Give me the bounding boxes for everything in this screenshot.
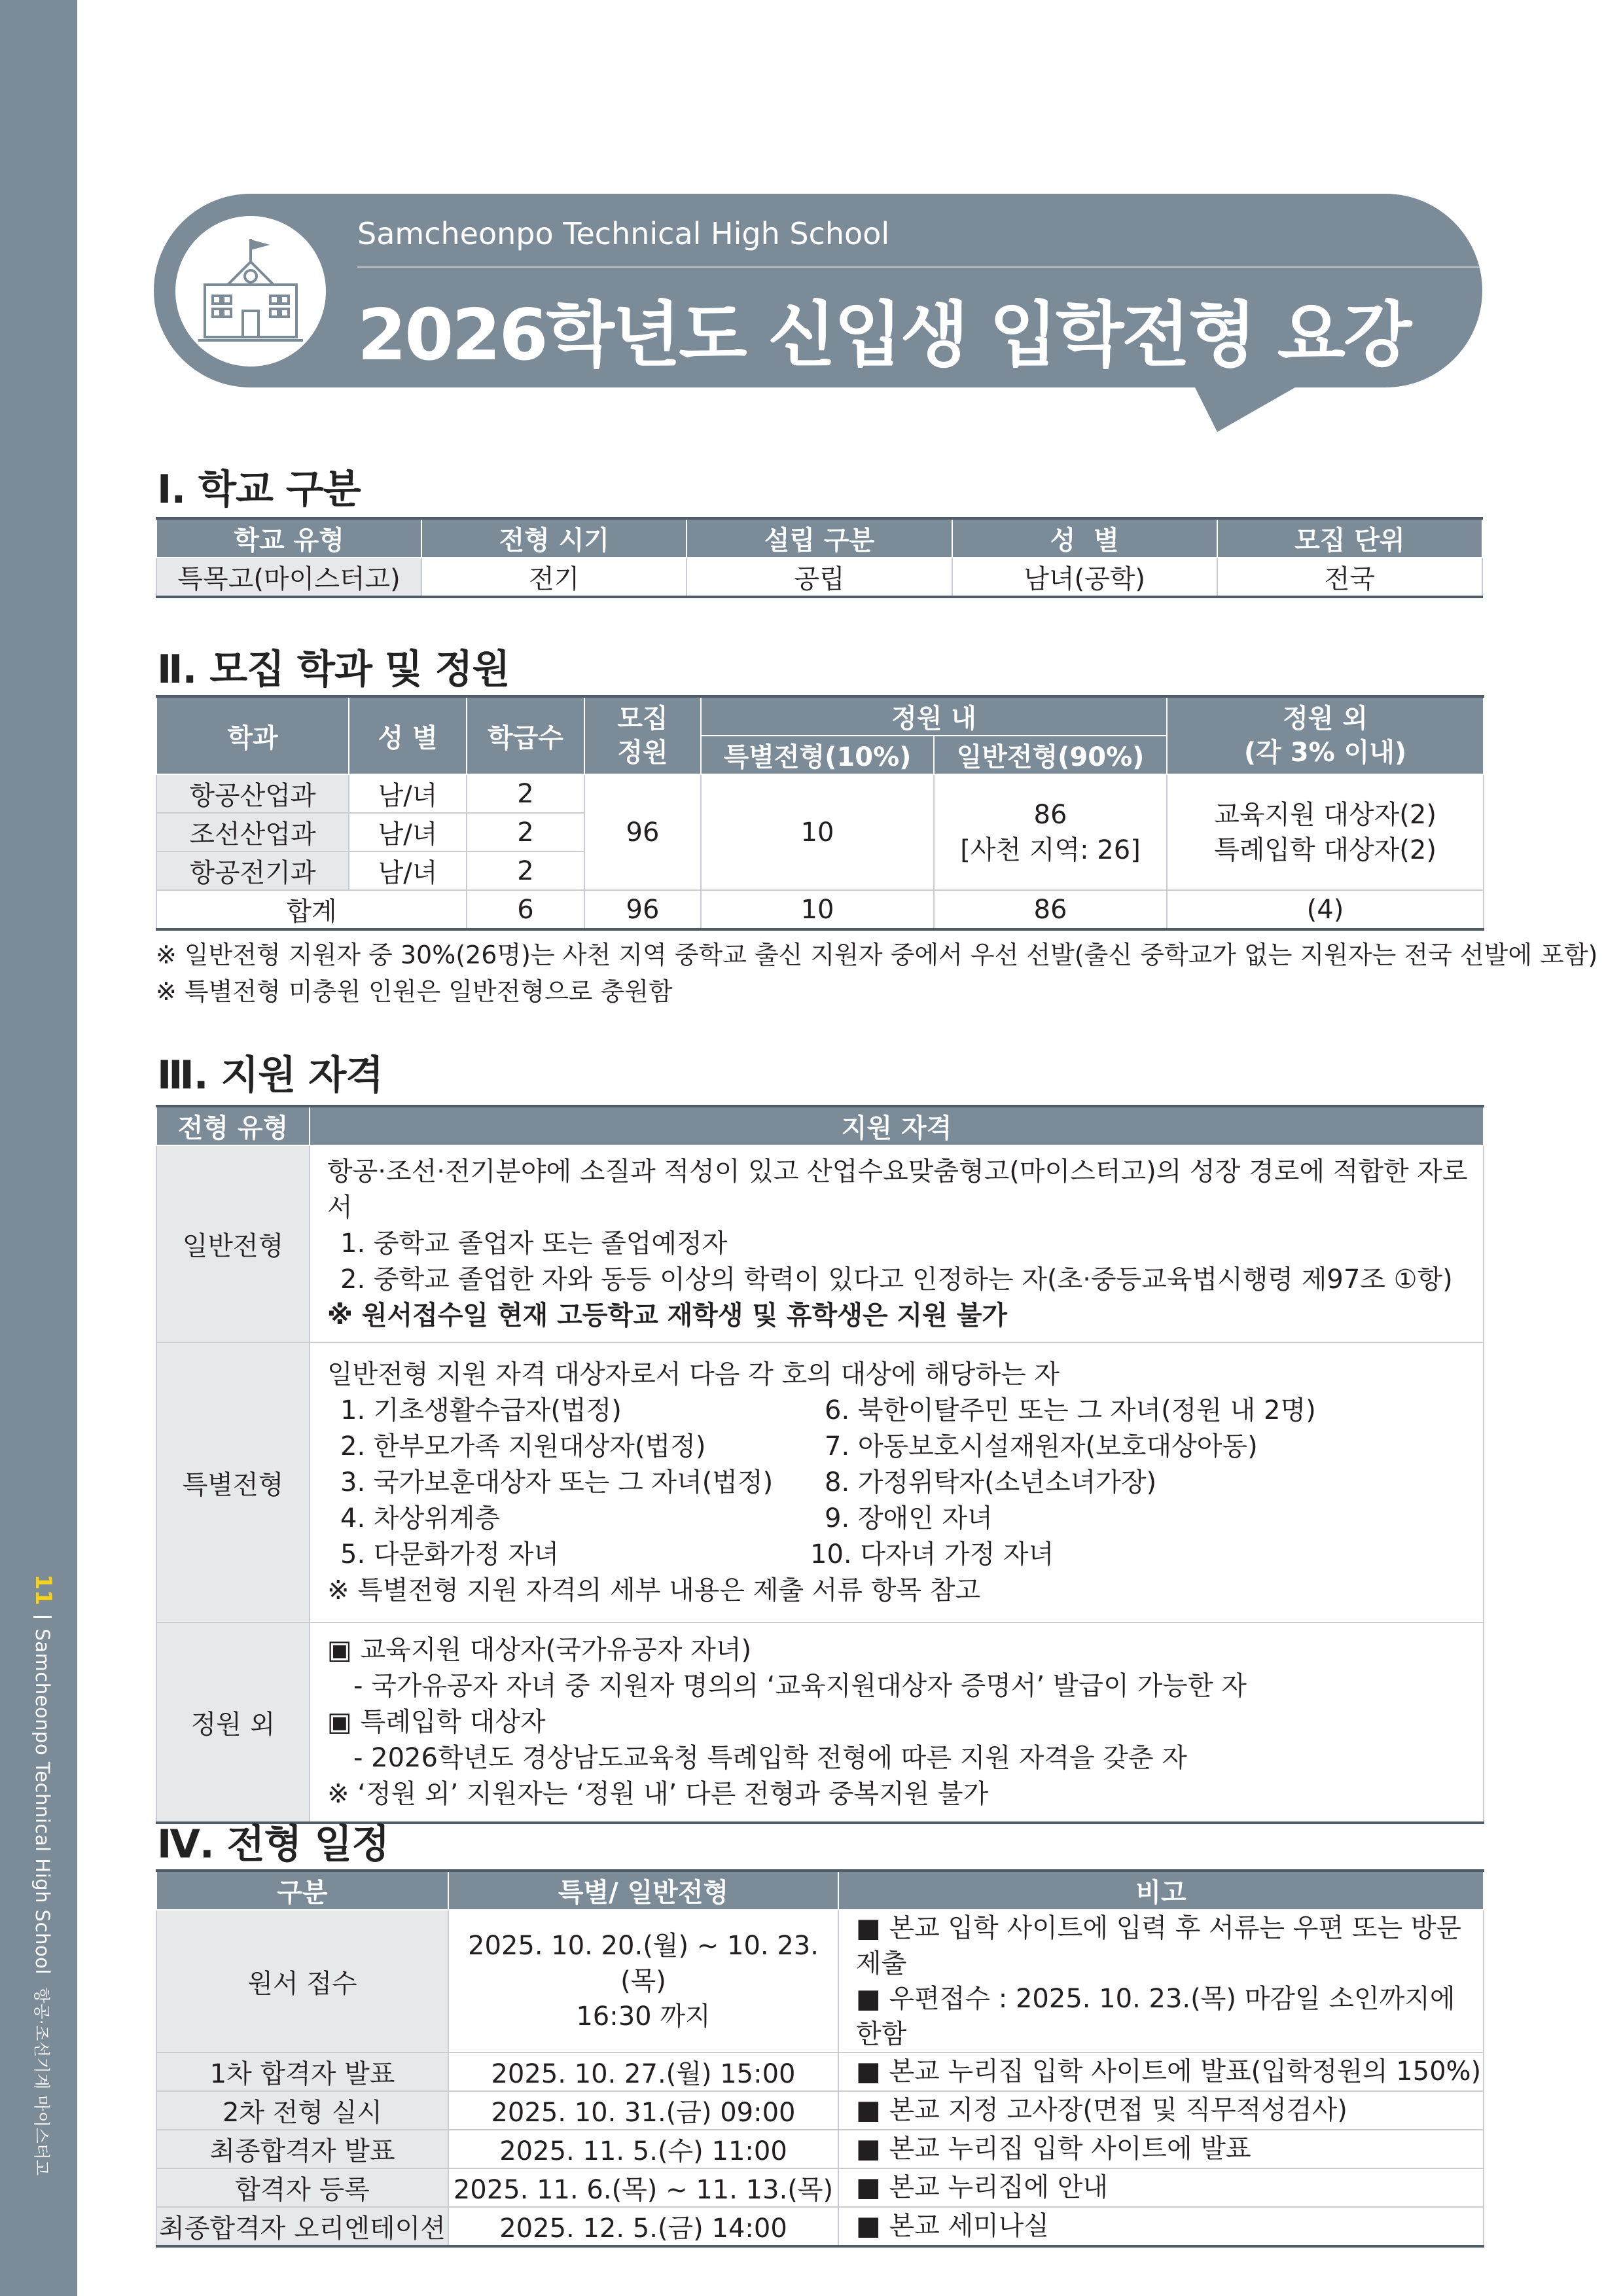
text-line: 일반전형 지원 자격 대상자로서 다음 각 호의 대상에 해당하는 자 <box>327 1359 1060 1390</box>
sidebar-caption <box>30 1574 56 2176</box>
date-line: 2025. 10. 20.(월) ~ 10. 23.(목) <box>468 1931 819 1996</box>
section-2-title: Ⅱ. 모집 학과 및 정원 <box>157 647 510 692</box>
sidebar-school-kr: 항공·조선기계 마이스터고 <box>32 1987 51 2176</box>
schedule-note: ■ 본교 세미나실 <box>838 2207 1484 2246</box>
qualification-table <box>156 1105 1484 1824</box>
list-item: 9. 장애인 자녀 <box>825 1503 993 1534</box>
list-item: 3. 국가보훈대상자 또는 그 자녀(법정) <box>340 1467 774 1498</box>
schedule-note: ■ 본교 누리집에 안내 <box>838 2168 1484 2207</box>
sidebar-school-en: Samcheonpo Technical High School <box>31 1628 54 1975</box>
table-cell: 6 <box>467 890 584 929</box>
header-cell: 정원 외 (각 3% 이내) <box>1167 696 1484 774</box>
header-cell: 지원 자격 <box>310 1106 1484 1145</box>
schedule-note: ■ 본교 누리집 입학 사이트에 발표(입학정원의 150%) <box>838 2053 1484 2091</box>
schedule-date: 2025. 10. 27.(월) 15:00 <box>448 2053 838 2091</box>
note: ※ 특별전형 미충원 인원은 일반전형으로 충원함 <box>156 977 673 1006</box>
schedule-date: 2025. 11. 6.(목) ~ 11. 13.(목) <box>448 2168 838 2207</box>
list-right <box>810 1393 1316 1573</box>
schedule-name: 원서 접수 <box>156 1910 448 2053</box>
schedule-note <box>838 1910 1484 2053</box>
header-cell: 비고 <box>838 1871 1484 1910</box>
general-quota-sub: [사천 지역: 26] <box>960 834 1141 865</box>
header-cell: 모집 정원 <box>584 696 701 774</box>
text-line: ※ 원서접수일 현재 고등학교 재학생 및 휴학생은 지원 불가 <box>327 1300 1008 1331</box>
table-cell: 남/녀 <box>349 813 467 852</box>
section-1-title: Ⅰ. 학교 구분 <box>157 467 361 512</box>
date-line: 16:30 까지 <box>576 2001 711 2032</box>
dept-cell: 항공전기과 <box>156 852 349 890</box>
text-line: 2. 중학교 졸업한 자와 동등 이상의 학력이 있다고 인정하는 자(초·중등교육법시행령 제97조 ①항) <box>340 1265 1453 1295</box>
header-cell: 일반전형(90%) <box>934 736 1167 774</box>
table-cell: 남/녀 <box>349 852 467 890</box>
logo-circle <box>175 216 326 367</box>
table-cell: 96 <box>584 774 701 890</box>
schedule-name: 최종합격자 오리엔테이션 <box>156 2207 448 2246</box>
two-column-list <box>327 1393 1483 1573</box>
text-line: 항공·조선·전기분야에 소질과 적성이 있고 산업수요맞춤형고(마이스터고)의 성장 경로에 적합한 자로서 <box>327 1157 1468 1223</box>
list-item: 8. 가정위탁자(소년소녀가장) <box>825 1467 1157 1498</box>
note-line: ■ 본교 입학 사이트에 입력 후 서류는 우편 또는 방문 제출 <box>856 1913 1462 1979</box>
type-cell: 정원 외 <box>156 1623 310 1823</box>
header-cell: 특별/ 일반전형 <box>448 1871 838 1910</box>
header-cell: 성 별 <box>349 696 467 774</box>
text-line: ※ 특별전형 지원 자격의 세부 내용은 제출 서류 항목 참고 <box>327 1575 981 1605</box>
table-cell: (4) <box>1167 890 1484 929</box>
text-line: ※ ‘정원 외’ 지원자는 ‘정원 내’ 다른 전형과 중복지원 불가 <box>327 1779 989 1809</box>
school-name-en: Samcheonpo Technical High School <box>357 216 890 251</box>
section-4-title: Ⅳ. 전형 일정 <box>157 1821 389 1867</box>
type-cell: 일반전형 <box>156 1145 310 1342</box>
outside-quota-2: 특례입학 대상자(2) <box>1214 834 1436 865</box>
section-3-title: Ⅲ. 지원 자격 <box>157 1052 383 1098</box>
table-cell: 2 <box>467 813 584 852</box>
list-left <box>327 1393 825 1573</box>
header-cell: 전형 유형 <box>156 1106 310 1145</box>
qualification-cell <box>310 1342 1484 1623</box>
text-line: - 국가유공자 자녀 중 지원자 명의의 ‘교육지원대상자 증명서’ 발급이 가능한 자 <box>353 1671 1247 1701</box>
dept-cell: 조선산업과 <box>156 813 349 852</box>
schedule-table <box>156 1869 1484 2248</box>
qualification-cell <box>310 1623 1484 1823</box>
list-item: 1. 기초생활수급자(법정) <box>340 1395 622 1426</box>
text-line: ▣ 특례입학 대상자 <box>327 1707 546 1737</box>
schedule-note: ■ 본교 누리집 입학 사이트에 발표 <box>838 2130 1484 2168</box>
page-title: 2026학년도 신입생 입학전형 요강 <box>357 295 1410 376</box>
schedule-name: 최종합격자 발표 <box>156 2130 448 2168</box>
divider <box>33 1616 52 1618</box>
table-cell: 전국 <box>1217 558 1482 597</box>
outside-quota-1: 교육지원 대상자(2) <box>1214 799 1436 830</box>
table-cell <box>934 774 1167 890</box>
schedule-name: 1차 합격자 발표 <box>156 2053 448 2091</box>
list-item: 2. 한부모가족 지원대상자(법정) <box>340 1431 706 1462</box>
text-line: 1. 중학교 졸업자 또는 졸업예정자 <box>340 1229 728 1259</box>
header-cell: 학급수 <box>467 696 584 774</box>
header-cell: 학과 <box>156 696 349 774</box>
header-cell: 특별전형(10%) <box>701 736 934 774</box>
table-cell: 공립 <box>687 558 952 597</box>
table-cell: 10 <box>701 774 934 890</box>
header-cell: 성 별 <box>952 518 1217 558</box>
table-cell: 전기 <box>421 558 687 597</box>
list-item: 10. 다자녀 가정 자녀 <box>810 1539 1054 1570</box>
table-cell: 2 <box>467 774 584 813</box>
page-number: 11 <box>30 1574 56 1606</box>
header-cell: 구분 <box>156 1871 448 1910</box>
table-cell: 2 <box>467 852 584 890</box>
table-cell: 남/녀 <box>349 774 467 813</box>
text-line: - 2026학년도 경상남도교육청 특례입학 전형에 따른 지원 자격을 갖춘 자 <box>353 1743 1187 1773</box>
table-cell: 96 <box>584 890 701 929</box>
table-cell: 86 <box>934 890 1167 929</box>
header-cell: 정원 내 <box>701 696 1167 736</box>
dept-cell: 항공산업과 <box>156 774 349 813</box>
header-cell: 모집 단위 <box>1217 518 1482 558</box>
school-building-icon <box>198 236 303 347</box>
schedule-name: 2차 전형 실시 <box>156 2091 448 2130</box>
list-item: 5. 다문화가정 자녀 <box>340 1539 560 1570</box>
schedule-date: 2025. 11. 5.(수) 11:00 <box>448 2130 838 2168</box>
text-line: ▣ 교육지원 대상자(국가유공자 자녀) <box>327 1635 752 1665</box>
qualification-cell <box>310 1145 1484 1342</box>
department-quota-table <box>156 695 1484 931</box>
table-cell <box>1167 774 1484 890</box>
schedule-note: ■ 본교 지정 고사장(면접 및 직무적성검사) <box>838 2091 1484 2130</box>
list-item: 6. 북한이탈주민 또는 그 자녀(정원 내 2명) <box>825 1395 1316 1426</box>
note-line: ■ 우편접수 : 2025. 10. 23.(목) 마감일 소인까지에 한함 <box>856 1984 1455 2049</box>
header-cell: 전형 시기 <box>421 518 687 558</box>
list-item: 4. 차상위계층 <box>340 1503 501 1534</box>
schedule-date: 2025. 12. 5.(금) 14:00 <box>448 2207 838 2246</box>
schedule-name: 합격자 등록 <box>156 2168 448 2207</box>
table-cell: 10 <box>701 890 934 929</box>
banner-tail <box>1191 380 1322 439</box>
general-quota: 86 <box>1033 799 1067 830</box>
list-item: 7. 아동보호시설재원자(보호대상아동) <box>825 1431 1258 1462</box>
header-cell: 학교 유형 <box>156 518 421 558</box>
note: ※ 일반전형 지원자 중 30%(26명)는 사천 지역 중학교 출신 지원자 중에서 우선 선발(출신 중학교가 없는 지원자는 전국 선발에 포함) <box>156 941 1598 969</box>
type-cell: 특별전형 <box>156 1342 310 1623</box>
total-label: 합계 <box>156 890 467 929</box>
table-cell: 남녀(공학) <box>952 558 1217 597</box>
schedule-date: 2025. 10. 31.(금) 09:00 <box>448 2091 838 2130</box>
schedule-date <box>448 1910 838 2053</box>
banner-rule <box>357 266 1480 268</box>
header-cell: 설립 구분 <box>687 518 952 558</box>
school-type-table <box>156 517 1483 598</box>
table-cell: 특목고(마이스터고) <box>156 558 421 597</box>
